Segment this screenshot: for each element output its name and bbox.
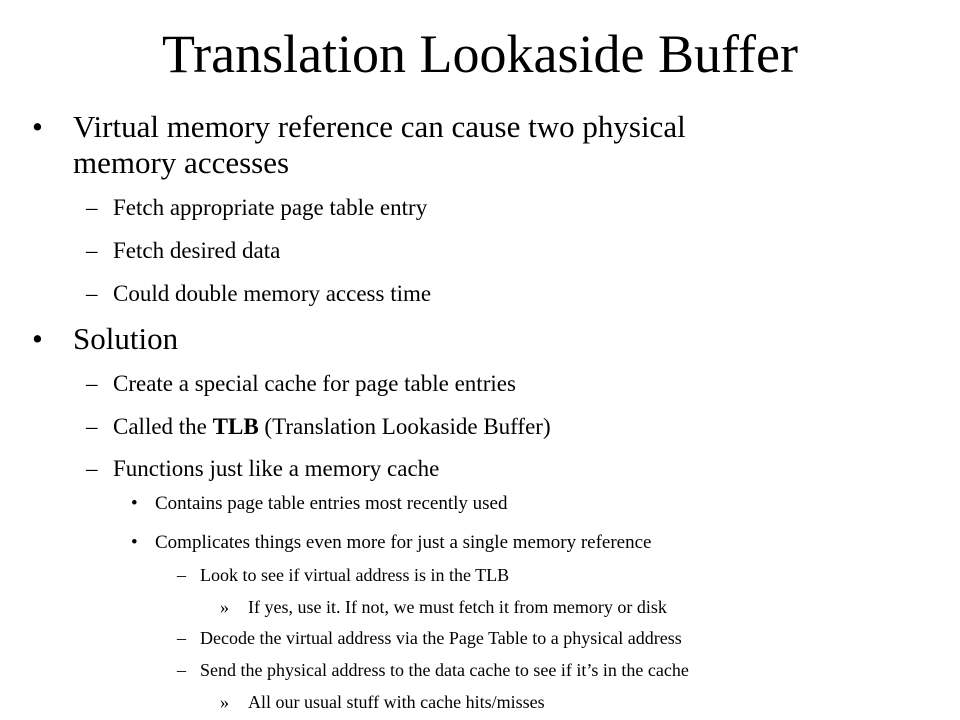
step-note: All our usual stuff with cache hits/misses (248, 692, 545, 712)
dash-marker: – (86, 238, 98, 263)
small-bullet-marker: • (131, 493, 138, 514)
dash-marker: – (177, 660, 186, 680)
point2-sub2 (113, 413, 551, 441)
point1-line2: memory accesses (73, 145, 290, 180)
dash-marker: – (86, 456, 98, 481)
point1-sub-item: Could double memory access time (113, 281, 432, 306)
step-note: If yes, use it. If not, we must fetch it from memory or disk (248, 597, 667, 617)
dash-marker: – (86, 195, 98, 220)
tlb-bold-term: TLB (212, 414, 259, 439)
step-item: Decode the virtual address via the Page Table to a physical address (200, 628, 682, 648)
point2-bullet-item: Contains page table entries most recently used (155, 493, 508, 514)
raquo-marker: » (220, 692, 229, 712)
dash-marker: – (86, 414, 98, 439)
point1-sub-item: Fetch appropriate page table entry (113, 195, 428, 220)
point2-sub1: Create a special cache for page table entries (113, 371, 516, 396)
dash-marker: – (86, 371, 98, 396)
point1-sub-item: Fetch desired data (113, 238, 281, 263)
point2-sub2-before: Called the (113, 414, 213, 439)
step-item: Send the physical address to the data cache to see if it’s in the cache (200, 660, 689, 680)
point2-sub3: Functions just like a memory cache (113, 456, 440, 481)
bullet-marker: • (32, 109, 43, 144)
point2-text: Solution (73, 321, 179, 356)
dash-marker: – (86, 281, 98, 306)
small-bullet-marker: • (131, 532, 138, 553)
raquo-marker: » (220, 597, 229, 617)
slide-title: Translation Lookaside Buffer (162, 24, 798, 84)
point2-sub2-after: (Translation Lookaside Buffer) (258, 414, 551, 439)
dash-marker: – (177, 628, 186, 648)
bullet-marker: • (32, 321, 43, 356)
point1-line1: Virtual memory reference can cause two physical (73, 109, 686, 144)
dash-marker: – (177, 565, 186, 585)
step-item: Look to see if virtual address is in the TLB (200, 565, 510, 585)
point2-bullet-item: Complicates things even more for just a single memory reference (155, 532, 652, 553)
